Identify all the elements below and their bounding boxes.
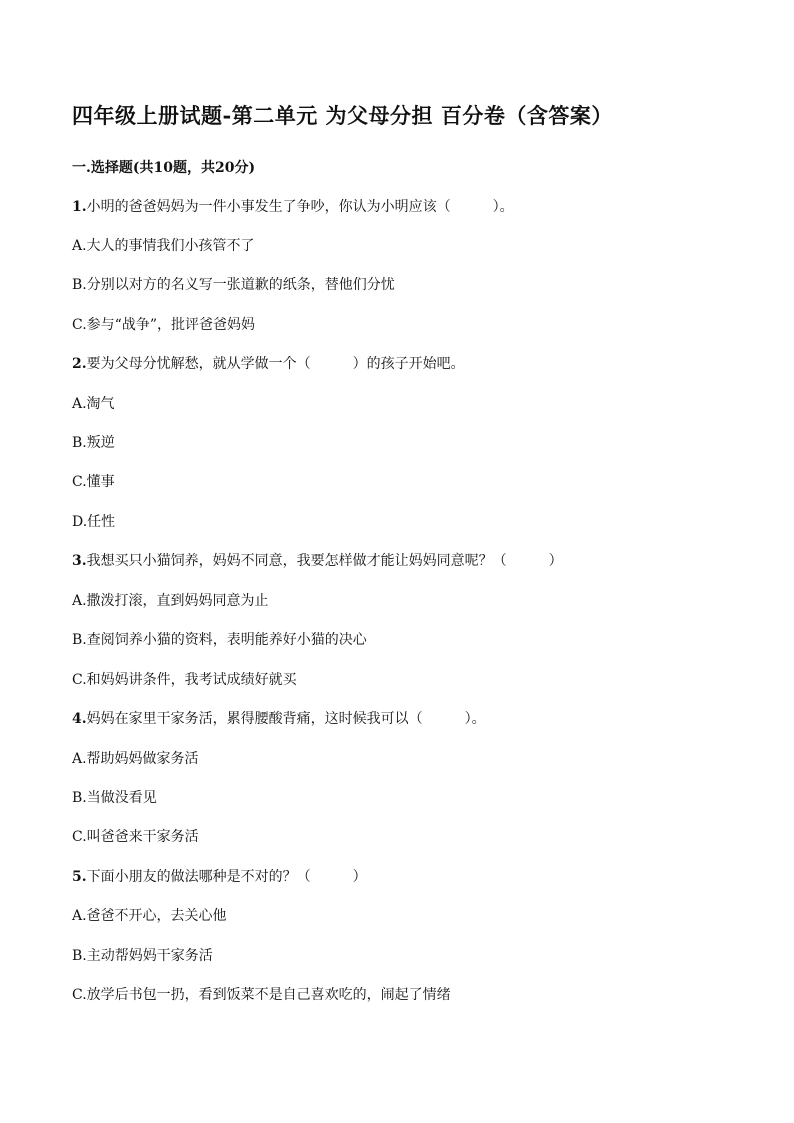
option-4b: B.当做没看见 (72, 790, 157, 806)
option-1b: B.分别以对方的名义写一张道歉的纸条，替他们分忧 (72, 277, 395, 293)
document-title: 四年级上册试题-第二单元 为父母分担 百分卷（含答案） (72, 103, 613, 128)
option-1c: C.参与“战争”，批评爸爸妈妈 (72, 317, 255, 333)
question-number: 3. (72, 553, 87, 569)
option-2c: C.懂事 (72, 474, 115, 490)
option-5c: C.放学后书包一扔，看到饭菜不是自己喜欢吃的，闹起了情绪 (72, 987, 451, 1003)
option-3a: A.撒泼打滚，直到妈妈同意为止 (72, 593, 269, 609)
question-number: 2. (72, 356, 87, 372)
option-4a: A.帮助妈妈做家务活 (72, 751, 199, 767)
question-text: 下面小朋友的做法哪种是不对的？（ ） (86, 869, 367, 885)
question-2 (72, 354, 465, 374)
option-5a: A.爸爸不开心，去关心他 (72, 908, 227, 924)
option-3c: C.和妈妈讲条件，我考试成绩好就买 (72, 672, 297, 688)
option-1a: A.大人的事情我们小孩管不了 (72, 238, 255, 254)
option-5b: B.主动帮妈妈干家务活 (72, 948, 213, 964)
section-heading: 一.选择题(共10题，共20分) (72, 160, 256, 176)
question-1 (72, 197, 514, 217)
question-text: 小明的爸爸妈妈为一件小事发生了争吵，你认为小明应该（ ）。 (86, 199, 514, 215)
question-text: 要为父母分忧解愁，就从学做一个（ ）的孩子开始吧。 (86, 356, 465, 372)
question-4 (72, 709, 486, 729)
option-2d: D.任性 (72, 514, 116, 530)
option-3b: B.查阅饲养小猫的资料，表明能养好小猫的决心 (72, 632, 367, 648)
question-number: 1. (72, 199, 87, 215)
option-2b: B.叛逆 (72, 435, 115, 451)
question-number: 5. (72, 869, 87, 885)
question-3 (72, 551, 563, 571)
option-4c: C.叫爸爸来干家务活 (72, 829, 199, 845)
option-2a: A.淘气 (72, 396, 115, 412)
question-number: 4. (72, 711, 87, 727)
question-5 (72, 867, 367, 887)
question-text: 我想买只小猫饲养，妈妈不同意，我要怎样做才能让妈妈同意呢？（ ） (86, 553, 563, 569)
question-text: 妈妈在家里干家务活，累得腰酸背痛，这时候我可以（ ）。 (86, 711, 486, 727)
